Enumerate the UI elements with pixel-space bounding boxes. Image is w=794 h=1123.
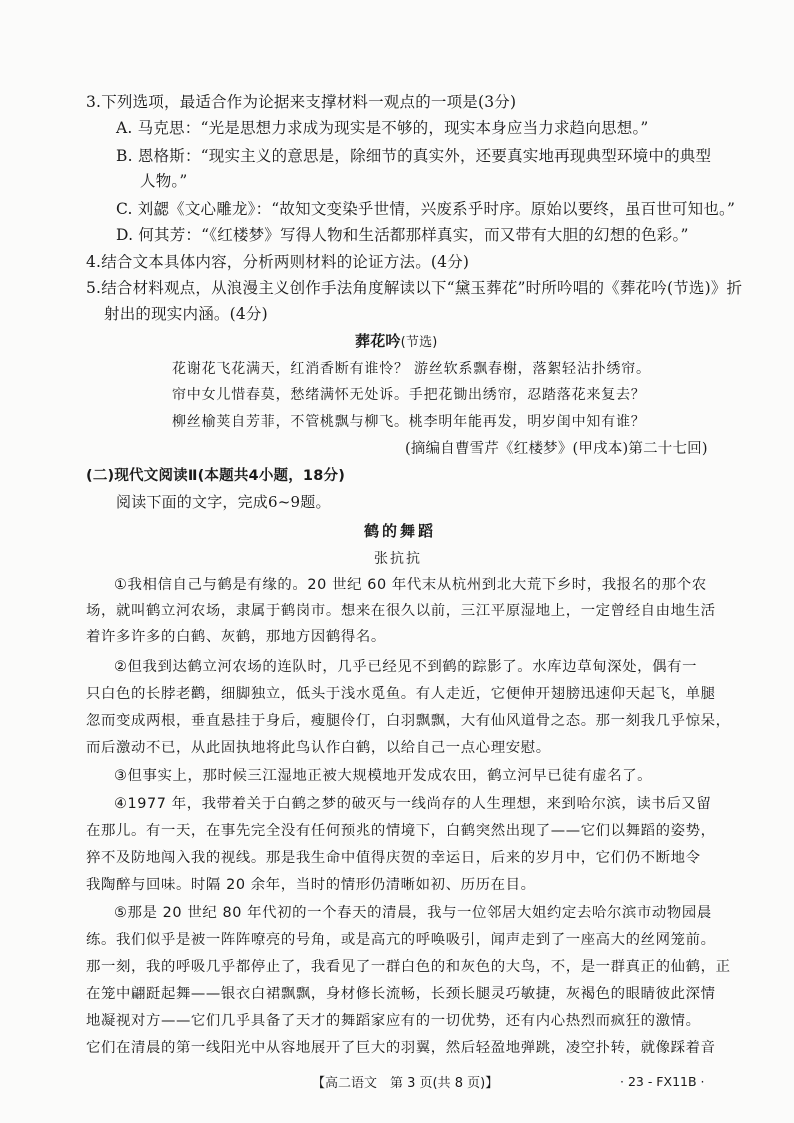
article-line: 在笼中翩跹起舞——银衣白裙飘飘，身材修长流畅，长颈长腿灵巧敏捷，灰褐色的眼睛彼此深情 <box>86 986 716 1002</box>
question-3-stem: 3.下列选项，最适合作为论据来支撑材料一观点的一项是(3分) <box>86 93 517 111</box>
question-5: 5.结合材料观点，从浪漫主义创作手法角度解读以下“黛玉葬花”时所吟唱的《葬花吟(节选)》折 <box>86 279 743 297</box>
article-line: 而后激动不已，从此固执地将此鸟认作白鹤，以给自己一点心理安慰。 <box>86 740 551 756</box>
exam-code: · 23 - FX11B · <box>620 1074 705 1089</box>
article-line: ①我相信自己与鹤是有缘的。20 世纪 60 年代末从杭州到北大荒下乡时，我报名的那个农 <box>114 577 707 593</box>
poem-title-main: 葬花吟 <box>355 332 401 350</box>
section-instruction: 阅读下面的文字，完成6~9题。 <box>116 493 331 511</box>
question-3-option-b: B. 恩格斯：“现实主义的意思是，除细节的真实外，还要真实地再现典型环境中的典型 <box>116 147 712 165</box>
poem-title-suffix: (节选) <box>400 335 438 350</box>
poem-source: (摘编自曹雪芹《红楼梦》(甲戌本)第二十七回) <box>405 441 708 457</box>
article-line: 场，就叫鹤立河农场，隶属于鹤岗市。想来在很久以前，三江平原湿地上，一定曾经自由地生活 <box>86 603 716 619</box>
article-line: 只白色的长脖老鹳，细脚独立，低头于浅水觅鱼。有人走近，它便伸开翅膀迅速仰天起飞，单腿 <box>86 686 716 702</box>
question-4: 4.结合文本具体内容，分析两则材料的论证方法。(4分) <box>86 253 470 271</box>
article-line: 地凝视对方——它们几乎具备了天才的舞蹈家应有的一切优势，还有内心热烈而疯狂的激情。 <box>86 1013 701 1029</box>
article-line: 我陶醉与回味。时隔 20 余年，当时的情形仍清晰如初、历历在目。 <box>86 877 536 893</box>
page-number-label: 【高二语文 第 3 页(共 8 页)】 <box>312 1076 499 1091</box>
poem-title <box>355 330 438 354</box>
article-line: 练。我们似乎是被一阵阵嘹亮的号角，或是高亢的呼唤吸引，闻声走到了一座高大的丝网笼前。 <box>86 932 716 948</box>
article-line: 那一刻，我的呼吸几乎都停止了，我看见了一群白色的和灰色的大鸟，不，是一群真正的仙鹤，正 <box>86 959 731 975</box>
poem-line: 花谢花飞花满天，红消香断有谁怜？ 游丝软系飘春榭，落絮轻沾扑绣帘。 <box>172 361 651 377</box>
article-line: ③但事实上，那时候三江湿地正被大规模地开发成农田，鹤立河早已徒有虚名了。 <box>114 768 653 784</box>
question-3-option-c: C. 刘勰《文心雕龙》：“故知文变染乎世情，兴废系乎时序。原始以要终，虽百世可知也。” <box>116 200 736 218</box>
article-line: 它们在清晨的第一线阳光中从容地展开了巨大的羽翼，然后轻盈地弹跳，凌空扑转，就像踩着音 <box>86 1040 716 1056</box>
question-5-cont: 射出的现实内涵。(4分) <box>104 305 268 323</box>
article-line: ②但我到达鹤立河农场的连队时，几乎已经见不到鹤的踪影了。水库边草甸深处，偶有一 <box>114 659 698 675</box>
article-line: 着许多许多的白鹤、灰鹤，那地方因鹤得名。 <box>86 629 386 645</box>
article-line: ④1977 年，我带着关于白鹤之梦的破灭与一线尚存的人生理想，来到哈尔滨，读书后又留 <box>114 796 712 812</box>
article-line: ⑤那是 20 世纪 80 年代初的一个春天的清晨，我与一位邻居大姐约定去哈尔滨市动物园晨 <box>114 905 712 921</box>
poem-line: 帘中女儿惜春莫，愁绪满怀无处诉。手把花锄出绣帘，忍踏落花来复去？ <box>172 387 646 403</box>
question-3-option-d: D. 何其芳：“《红楼梦》写得人物和生活都那样真实，而又带有大胆的幻想的色彩。” <box>116 226 689 244</box>
article-title: 鹤的舞蹈 <box>364 522 437 540</box>
article-author: 张抗抗 <box>374 551 422 567</box>
question-3-option-a: A. 马克思：“光是思想力求成为现实是不够的，现实本身应当力求趋向思想。” <box>116 119 649 137</box>
article-line: 在那儿。有一天，在事先完全没有任何预兆的情境下，白鹤突然出现了——它们以舞蹈的姿势， <box>86 823 716 839</box>
section-heading: (二)现代文阅读Ⅱ(本题共4小题，18分) <box>86 468 346 484</box>
question-3-option-b-cont: 人物。” <box>140 172 188 190</box>
article-line: 猝不及防地闯入我的视线。那是我生命中值得庆贺的幸运日，后来的岁月中，它们仍不断地令 <box>86 850 701 866</box>
article-line: 忽而变成两根，垂直悬挂于身后，瘦腿伶仃，白羽飘飘，大有仙风道骨之态。那一刻我几乎惊呆， <box>86 713 731 729</box>
poem-line: 柳丝榆荚自芳菲，不管桃飘与柳飞。桃李明年能再发，明岁闺中知有谁？ <box>172 414 646 430</box>
